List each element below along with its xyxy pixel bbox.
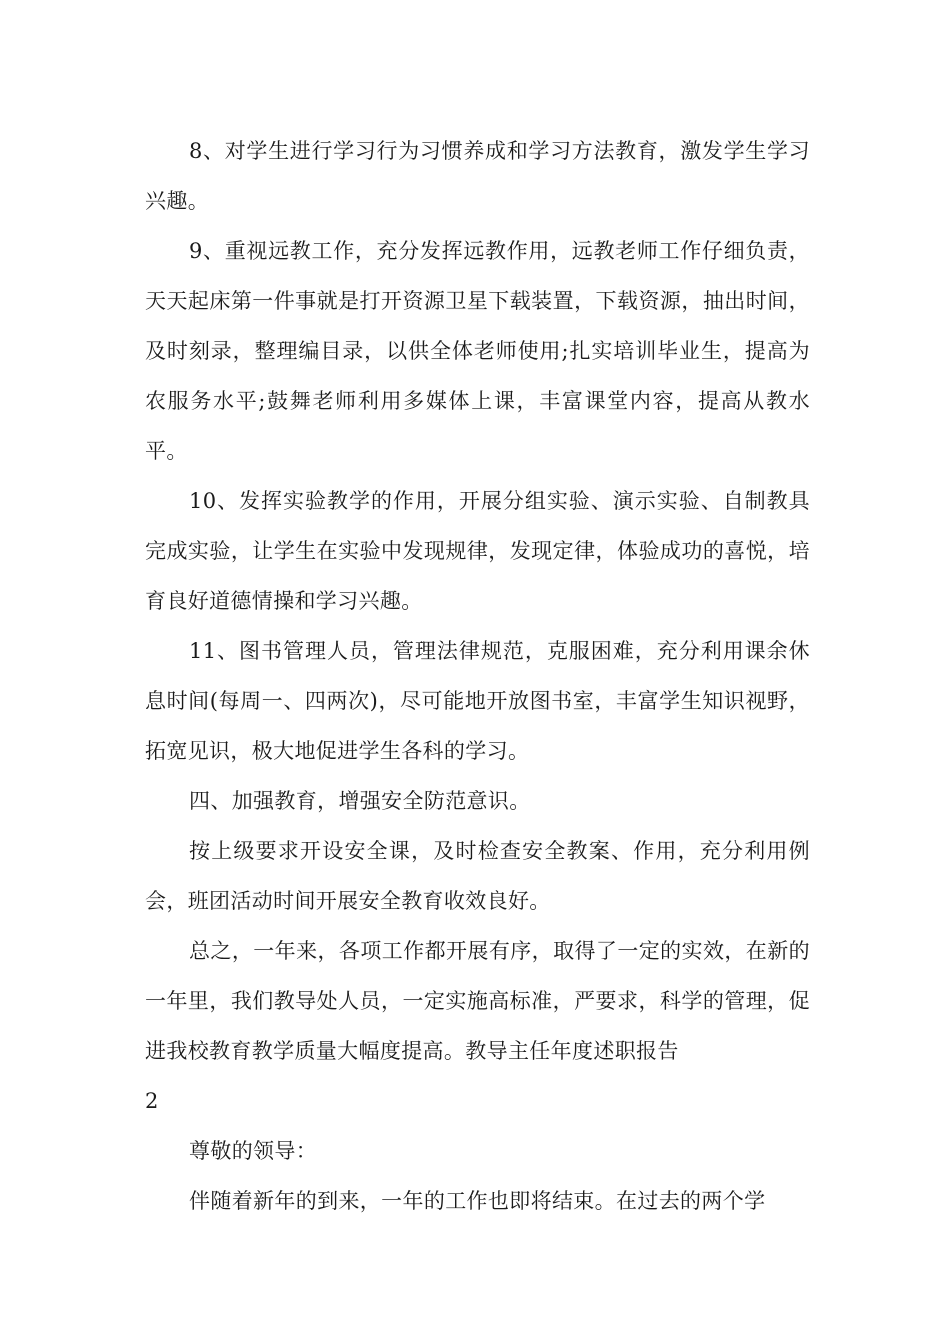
paragraph-summary: 总之，一年来，各项工作都开展有序，取得了一定的实效，在新的一年里，我们教导处人员，一定实施高标准，严要求，科学的管理，促进我校教育教学质量大幅度提高。教导主任年度述职报告 — [145, 939, 810, 1063]
paragraph-opening: 伴随着新年的到来，一年的工作也即将结束。在过去的两个学 — [189, 1189, 766, 1213]
paragraph-item-8: 8、对学生进行学习行为习惯养成和学习方法教育，激发学生学习兴趣。 — [145, 139, 810, 213]
paragraph-item-10: 10、发挥实验教学的作用，开展分组实验、演示实验、自制教具完成实验，让学生在实验中发现规律，发现定律，体验成功的喜悦，培育良好道德情操和学习兴趣。 — [145, 489, 810, 613]
paragraph-safety-course: 按上级要求开设安全课，及时检查安全教案、作用，充分利用例会，班团活动时间开展安全教育收效良好。 — [145, 839, 810, 913]
salutation: 尊敬的领导： — [189, 1139, 318, 1163]
section-heading-safety: 四、加强教育，增强安全防范意识。 — [189, 789, 531, 813]
report-number: 2 — [145, 1089, 159, 1113]
paragraph-item-9: 9、重视远教工作，充分发挥远教作用，远教老师工作仔细负责，天天起床第一件事就是打开资源卫星下载装置，下载资源，抽出时间，及时刻录，整理编目录，以供全体老师使用;扎实培训毕业生，提高为农服务水平;鼓舞老师利用多媒体上课，丰富课堂内容，提高从教水平。 — [145, 239, 810, 463]
document-body — [145, 126, 810, 1226]
paragraph-item-11: 11、图书管理人员，管理法律规范，克服困难，充分利用课余休息时间(每周一、四两次)，尽可能地开放图书室，丰富学生知识视野，拓宽见识，极大地促进学生各科的学习。 — [145, 639, 810, 763]
